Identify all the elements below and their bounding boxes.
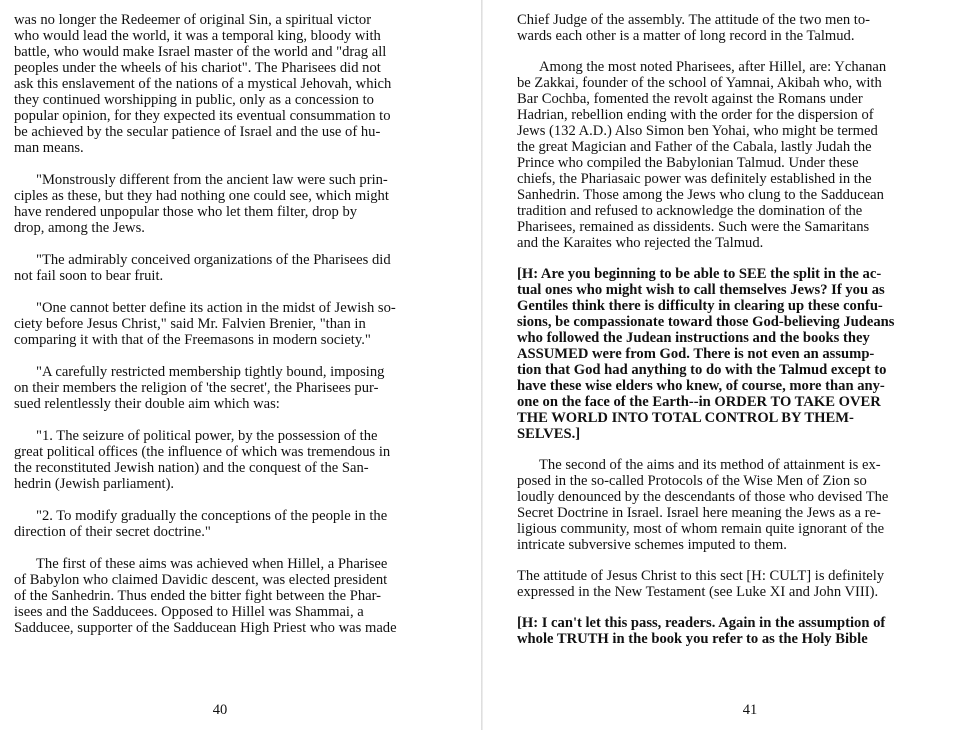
right-page-text (517, 12, 935, 647)
paragraph: "1. The seizure of political power, by the possession of the great political offices (the influence of which was tremendous in the reconstituted Jewish nation) and the conquest of the San- hedrin (Jewish parliament). (14, 428, 391, 492)
book-gutter (481, 0, 483, 730)
paragraph: was no longer the Redeemer of original Sin, a spiritual victor who would lead the world, it was a temporal king, bloody with battle, who would make Israel master of the world and "drag all peoples under the wheels of his chariot". The Pharisees did not ask this enslavement of the nations of a mystical Jehovah, which they continued worshipping in public, only as a concession to popular opinion, for they expected its eventual consummation to be achieved by the secular patience of Israel and the use of hu- man means. (14, 12, 392, 156)
paragraph: "A carefully restricted membership tightly bound, imposing on their members the religion of 'the secret', the Pharisees pur- sued relentlessly their double aim which was: (14, 364, 385, 412)
page-number: 40 (212, 702, 228, 718)
left-page (0, 0, 482, 730)
paragraph: The attitude of Jesus Christ to this sect [H: CULT] is definitely expressed in the New Testament (see Luke XI and John VIII). (517, 568, 885, 600)
paragraph: The first of these aims was achieved when Hillel, a Pharisee of Babylon who claimed Davidic descent, was elected president of the Sanhedrin. Thus ended the bitter fight between the Phar- isees and the Sadducees. Opposed to Hillel was Shammai, a Sadducee, supporter of the Sadducean High Priest who was made (14, 556, 397, 636)
left-page-text (14, 12, 460, 636)
editorial-note: [H: Are you beginning to be able to SEE the split in the ac- tual ones who might wish to call themselves Jews? If you as Gentiles think there is difficulty in clearing up these confu- sions, be compassionate toward those God-believing Judeans who followed the Judean instructions and the books they ASSUMED were from God. There is not even an assump- tion that God had anything to do with the Talmud except to have these wise elders who knew, of course, more than any- one on the face of the Earth--in ORDER TO TAKE OVER THE WORLD INTO TOTAL CONTROL BY THEM- SELVES.] (517, 266, 895, 442)
paragraph: "One cannot better define its action in the midst of Jewish so- ciety before Jesus Christ," said Mr. Falvien Brenier, "than in comparing it with that of the Freemasons in modern society." (14, 300, 396, 348)
paragraph: The second of the aims and its method of attainment is ex- posed in the so-called Protocols of the Wise Men of Zion so loudly denounced by the descendants of those who devised The Secret Doctrine in Israel. Israel here meaning the Jews as a re- ligious community, most of whom remain quite ignorant of the intricate subversive schemes imputed to them. (517, 457, 889, 553)
right-page (484, 0, 970, 730)
paragraph: Chief Judge of the assembly. The attitude of the two men to- wards each other is a matter of long record in the Talmud. (517, 12, 871, 44)
paragraph: "Monstrously different from the ancient law were such prin- ciples as these, but they had nothing one could see, which might have rendered unpopular those who let them filter, drop by drop, among the Jews. (14, 172, 389, 236)
paragraph: "2. To modify gradually the conceptions of the people in the direction of their secret doctrine." (14, 508, 388, 540)
paragraph: Among the most noted Pharisees, after Hillel, are: Ychanan be Zakkai, founder of the school of Yamnai, Akibah who, with Bar Cochba, fomented the revolt against the Romans under Hadrian, rebellion ending with the order for the dispersion of Jews (132 A.D.) Also Simon ben Yohai, who might be termed the great Magician and Father of the Cabala, lastly Judah the Prince who compiled the Babylonian Talmud. Under these chiefs, the Phariasaic power was definitely established in the Sanhedrin. Those among the Jews who clung to the Sadducean tradition and refused to acknowledge the domination of the Pharisees, remained as dissidents. Such were the Samaritans and the Karaites who rejected the Talmud. (517, 59, 887, 251)
page-number: 41 (742, 702, 758, 718)
editorial-note: [H: I can't let this pass, readers. Again in the assumption of whole TRUTH in the book you refer to as the Holy Bible (517, 615, 886, 647)
paragraph: "The admirably conceived organizations of the Pharisees did not fail soon to bear fruit. (14, 252, 391, 284)
